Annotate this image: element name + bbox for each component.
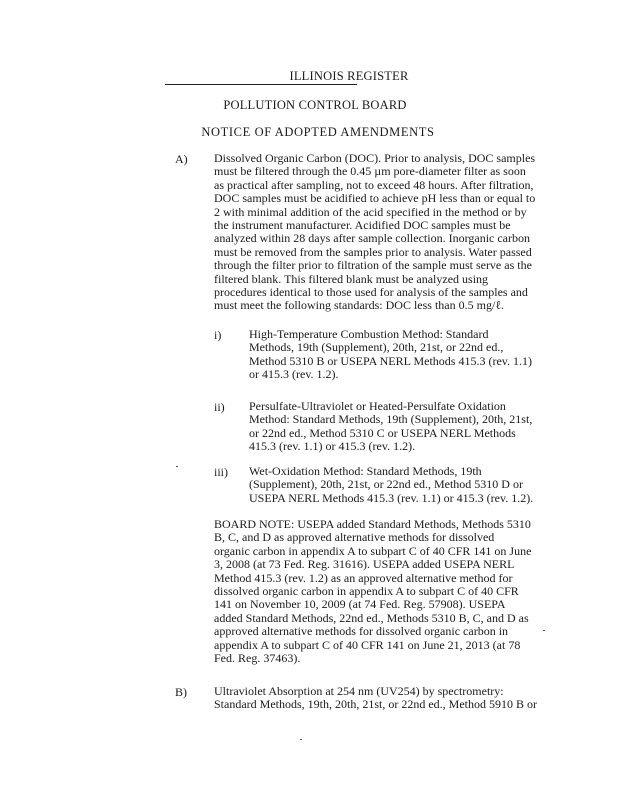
scan-speck xyxy=(300,739,302,740)
item-ii-text: Persulfate-Ultraviolet or Heated-Persulfate Oxidation Method: Standard Methods, 19th (Supplement), 20th, 21st, or 22nd ed., Method 5310 C or USEPA NERL Methods 415.3 (rev. 1.1) or 415.3 (rev. 1.2). xyxy=(249,399,533,454)
section-b-text: Ultraviolet Absorption at 254 nm (UV254) by spectrometry: Standard Methods, 19th, 20th, 21st, or 22nd ed., Method 5910 B or xyxy=(214,684,537,712)
item-ii-label: ii) xyxy=(214,400,225,414)
section-a-label: A) xyxy=(175,152,188,166)
item-i-label: i) xyxy=(214,328,222,342)
item-iii-label: iii) xyxy=(214,465,228,479)
header-rule xyxy=(165,84,357,85)
board-name: POLLUTION CONTROL BOARD xyxy=(223,98,407,112)
board-note: BOARD NOTE: USEPA added Standard Methods, Methods 5310 B, C, and D as approved alternative methods for dissolved organic carbon in appendix A to subpart C of 40 CFR 141 on June 3, 2008 (at 73 Fed. Reg. 31616). USEPA added USEPA NERL Method 415.3 (rev. 1.2) as an approved alternative method for dissolved organic carbon in appendix A to subpart C of 40 CFR 141 on November 10, 2009 (at 74 Fed. Reg. 57908). USEPA added Standard Methods, 22nd ed., Methods 5310 B, C, and D as approved alternative methods for dissolved organic carbon in appendix A to subpart C of 40 CFR 141 on June 21, 2013 (at 78 Fed. Reg. 37463). xyxy=(214,517,532,666)
scan-speck xyxy=(176,466,178,467)
scan-speck xyxy=(543,630,545,631)
notice-title: NOTICE OF ADOPTED AMENDMENTS xyxy=(201,125,435,139)
register-title: ILLINOIS REGISTER xyxy=(289,69,409,83)
section-a-text: Dissolved Organic Carbon (DOC). Prior to analysis, DOC samples must be filtered through the 0.45 µm pore-diameter filter as soon as practical after sampling, not to exceed 48 hours. After filtration, DOC samples must be acidified to achieve pH less than or equal to 2 with minimal addition of the acid specified in the method or by the instrument manufacturer. Acidified DOC samples must be analyzed within 28 days after sample collection. Inorganic carbon must be removed from the samples prior to analysis. Water passed through the filter prior to filtration of the sample must serve as the filtered blank. This filtered blank must be analyzed using procedures identical to those used for analysis of the samples and must meet the following standards: DOC less than 0.5 mg/ℓ. xyxy=(214,151,536,313)
item-i-text: High-Temperature Combustion Method: Standard Methods, 19th (Supplement), 20th, 21st, or 22nd ed., Method 5310 B or USEPA NERL Methods 415.3 (rev. 1.1) or 415.3 (rev. 1.2). xyxy=(249,327,532,382)
section-b-label: B) xyxy=(175,685,187,699)
item-iii-text: Wet-Oxidation Method: Standard Methods, 19th (Supplement), 20th, 21st, or 22nd ed., Method 5310 D or USEPA NERL Methods 415.3 (rev. 1.1) or 415.3 (rev. 1.2). xyxy=(249,464,534,505)
